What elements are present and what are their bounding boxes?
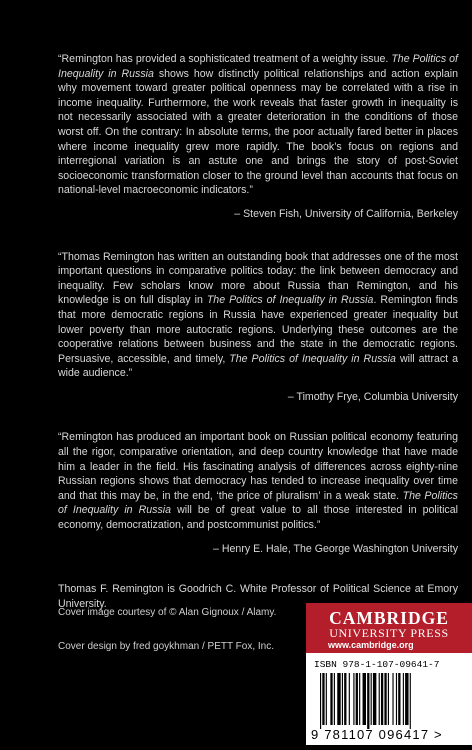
author-bio-text: Thomas F. Remington is Goodrich C. White Professor of Political Science at Emory University. — [58, 583, 458, 610]
review-quote-3 — [58, 430, 458, 556]
quote-segment: shows how distinctly political relationships and action explain why movement toward greater political openness may be correlated with a rise in income inequality. Furthermore, the work reveals that faster growth in inequality is not necessarily associated with a greater deterioration in the conditions of those worst off. On the contrary: In absolute terms, the poor actually fared better in places where income inequality grew more rapidly. The book’s focus on regions and interregional variation is an astute one and brings the story of post-Soviet socioeconomic transformation closer to the ground level than accounts that focus on national-level macroeconomic indicators.” — [58, 67, 458, 197]
review-quote-1 — [58, 52, 458, 222]
quote-segment: “Remington has produced an important book on Russian political economy featuring all the rigor, comparative orientation, and deep country knowledge that have made him a leader in the field. His fascinating analysis of differences across eighty-nine Russian regions shows that democracy has tended to increase inequality over time and that this may be, in the end, ‘the price of pluralism’ in a weak state. — [58, 431, 458, 502]
publisher-press: UNIVERSITY PRESS — [329, 626, 449, 640]
quote-attribution: – Timothy Frye, Columbia University — [287, 390, 458, 403]
quote-text — [58, 250, 458, 381]
book-title: The Politics of Inequality in Russia — [58, 53, 458, 80]
book-title: The Politics of Inequality in Russia — [206, 294, 374, 307]
back-cover-text — [58, 52, 458, 611]
cover-design-credit: Cover design by fred goykhman / PETT Fox, Inc. — [58, 641, 275, 652]
quote-segment: will attract a wide audience.” — [58, 352, 458, 380]
quote-segment: “Thomas Remington has written an outstanding book that addresses one of the most important questions in comparative politics today: the link between democracy and inequality. Few scholars know more about Russia than Remington, and his knowledge is on full display in — [58, 250, 458, 307]
quote-segment: . Remington finds that more democratic regions in Russia have experienced greater inequality but lower poverty than more autocratic regions. Underlying these outcomes are the cooperative relations between business and the state in the democratic regions. Persuasive, accessible, and timely, — [58, 294, 458, 365]
quote-attribution: – Steven Fish, University of California, Berkeley — [234, 207, 458, 220]
quote-text — [58, 430, 458, 532]
barcode-digits: 9 781107 096417 > — [311, 727, 443, 742]
publisher-url: www.cambridge.org — [328, 640, 414, 650]
quote-attribution: – Henry E. Hale, The George Washington University — [213, 542, 458, 555]
book-title: The Politics of Inequality in Russia — [229, 352, 396, 365]
quote-text — [58, 52, 458, 198]
barcode-icon — [318, 673, 460, 729]
quote-segment: “Remington has provided a sophisticated treatment of a weighty issue. — [58, 53, 392, 65]
isbn-label: ISBN 978-1-107-09641-7 — [314, 659, 440, 670]
barcode-panel — [306, 653, 472, 745]
publisher-name: CAMBRIDGE — [329, 608, 449, 628]
cover-image-credit: Cover image courtesy of © Alan Gignoux / Alamy. — [58, 607, 277, 618]
publisher-logo — [306, 603, 472, 653]
book-title: The Politics of Inequality in Russia — [58, 489, 458, 517]
review-quote-2 — [58, 250, 458, 405]
quote-segment: will be of great value to all those interested in political economy, democratization, and postcommunist politics.” — [58, 504, 458, 532]
